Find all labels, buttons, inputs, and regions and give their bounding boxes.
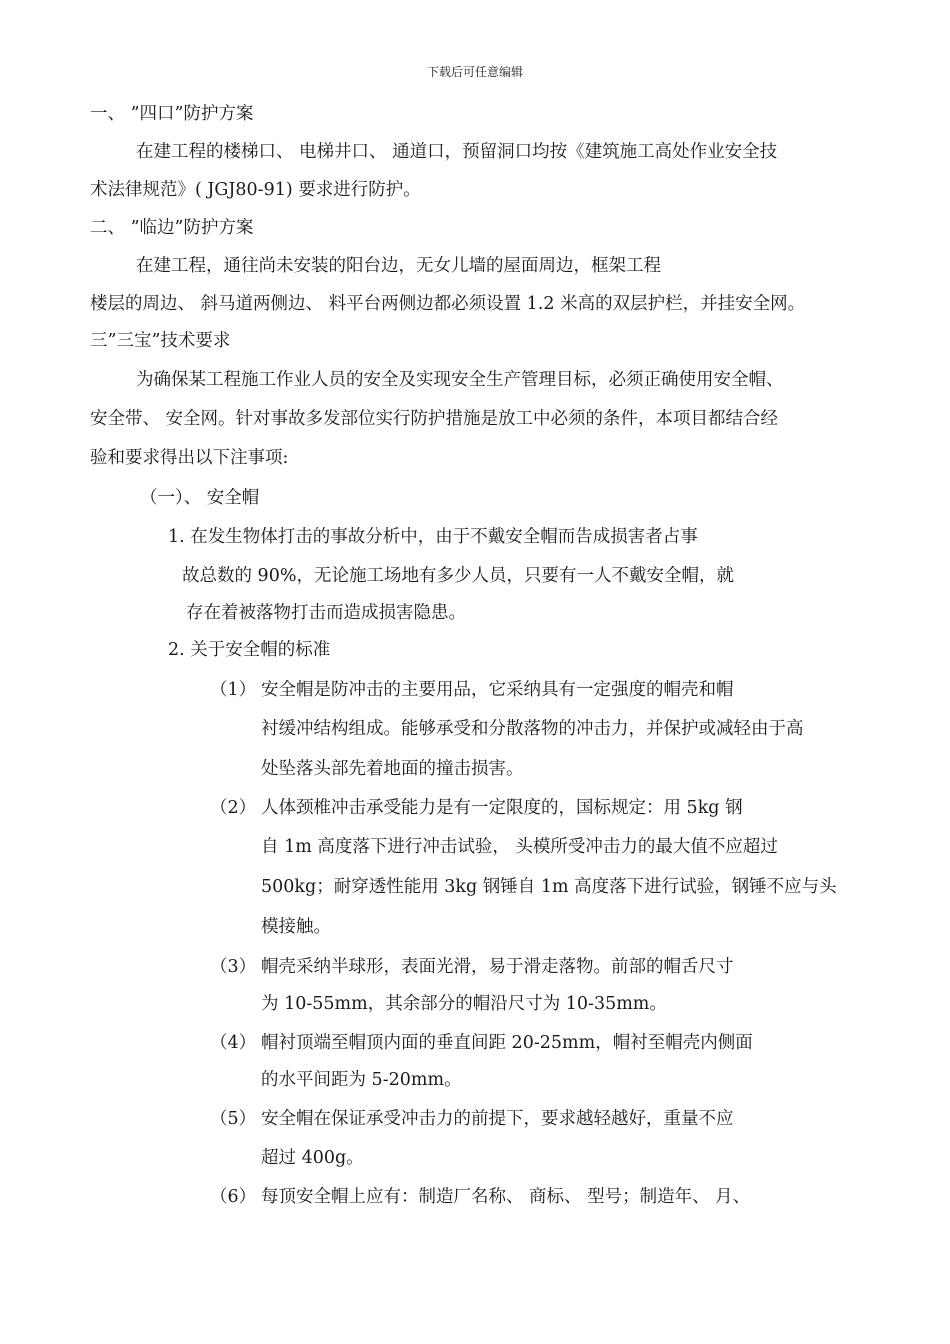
sub-item-line: 安全帽在保证承受冲击力的前提下，要求越轻越好，重量不应 — [261, 1109, 734, 1129]
sub-item-line: 人体颈椎冲击承受能力是有一定限度的，国标规定：用 5kg 钢 — [261, 798, 743, 818]
sub-item-label: （1） — [210, 680, 257, 700]
list-item-line: 故总数的 90%，无论施工场地有多少人员，只要有一人不戴安全帽，就 — [182, 566, 734, 586]
paragraph-line: 为确保某工程施工作业人员的安全及实现安全生产管理目标，必须正确使用安全帽、 — [136, 370, 784, 390]
sub-item-line: 为 10-55mm，其余部分的帽沿尺寸为 10-35mm。 — [261, 994, 667, 1014]
sub-item-label: （4） — [210, 1033, 257, 1053]
section-title-four-openings: 一、 ”四口”防护方案 — [90, 104, 254, 124]
list-item-line: 存在着被落物打击而造成损害隐患。 — [186, 603, 466, 623]
sub-item-line: 模接触。 — [261, 917, 331, 937]
header-note: 下载后可任意编辑 — [426, 65, 523, 79]
list-item-line: 1. 在发生物体打击的事故分析中，由于不戴安全帽而告成损害者占事 — [168, 527, 698, 547]
sub-item-line: 每顶安全帽上应有：制造厂名称、 商标、 型号；制造年、 月、 — [261, 1187, 751, 1207]
paragraph-line: 验和要求得出以下注事项: — [90, 448, 289, 468]
list-item-title: 2. 关于安全帽的标准 — [168, 640, 331, 660]
paragraph-line: 术法律规范》( JGJ80-91) 要求进行防护。 — [90, 180, 421, 200]
section-title-edge-protection: 二、 ”临边”防护方案 — [90, 218, 254, 238]
sub-item-label: （3） — [210, 957, 257, 977]
sub-item-line: 超过 400g。 — [261, 1148, 364, 1168]
sub-item-line: 的水平间距为 5-20mm。 — [261, 1070, 462, 1090]
sub-item-line: 自 1m 高度落下进行冲击试验， 头模所受冲击力的最大值不应超过 — [261, 837, 778, 857]
section-title-three-treasures: 三”三宝”技术要求 — [90, 331, 231, 351]
sub-item-label: （2） — [210, 798, 257, 818]
sub-item-label: （6） — [210, 1187, 257, 1207]
sub-item-line: 衬缓冲结构组成。能够承受和分散落物的冲击力，并保护或减轻由于高 — [261, 719, 804, 739]
sub-item-line: 处坠落头部先着地面的撞击损害。 — [261, 759, 524, 779]
sub-item-line: 500kg；耐穿透性能用 3kg 钢锤自 1m 高度落下进行试验，钢锤不应与头 — [261, 877, 837, 897]
subsection-title-helmet: （一）、 安全帽 — [140, 488, 260, 508]
paragraph-line: 安全带、 安全网。针对事故多发部位实行防护措施是放工中必须的条件，本项目都结合经 — [90, 409, 779, 429]
sub-item-line: 安全帽是防冲击的主要用品，它采纳具有一定强度的帽壳和帽 — [261, 680, 734, 700]
paragraph-line: 在建工程的楼梯口、 电梯井口、 通道口，预留洞口均按《建筑施工高处作业安全技 — [136, 142, 778, 162]
sub-item-label: （5） — [210, 1109, 257, 1129]
paragraph-line: 在建工程，通往尚未安装的阳台边，无女儿墙的屋面周边，框架工程 — [136, 256, 661, 276]
paragraph-line: 楼层的周边、 斜马道两侧边、 料平台两侧边都必须设置 1.2 米高的双层护栏，并挂安全网。 — [90, 294, 806, 314]
sub-item-line: 帽壳采纳半球形，表面光滑，易于滑走落物。前部的帽舌尺寸 — [261, 957, 734, 977]
sub-item-line: 帽衬顶端至帽顶内面的垂直间距 20-25mm，帽衬至帽壳内侧面 — [261, 1033, 753, 1053]
